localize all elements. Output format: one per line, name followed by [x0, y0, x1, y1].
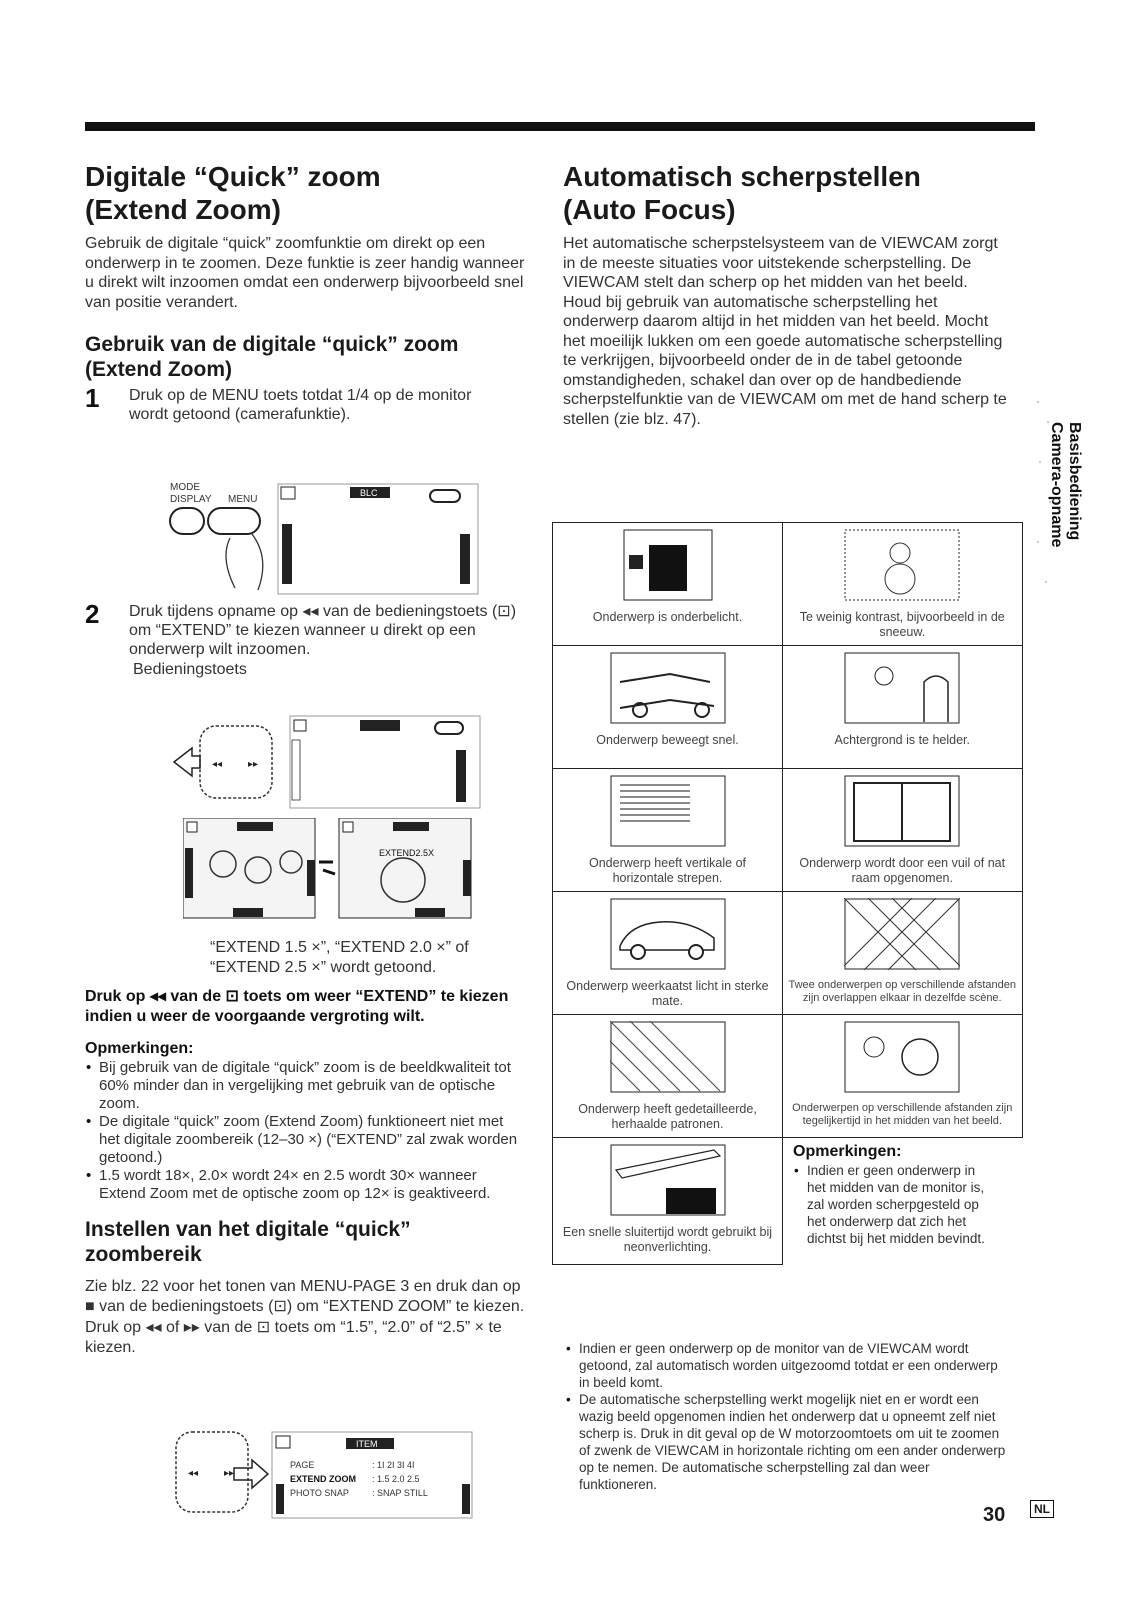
svg-text:: SNAP STILL: : SNAP STILL: [372, 1488, 428, 1498]
figure-menu-button: [160, 478, 500, 598]
condition-cell: [553, 769, 783, 892]
bedieningstoets-label: Bedieningstoets: [133, 661, 247, 678]
extend-caption: “EXTEND 1.5 ×”, “EXTEND 2.0 ×” of “EXTEND 2.5 ×” wordt getoond.: [210, 939, 469, 976]
dark-room-illustration: [623, 529, 713, 601]
side-tab-line1: Basisbediening: [1066, 422, 1083, 541]
left-column-lower: [85, 938, 535, 1357]
snowman-illustration: [844, 529, 960, 601]
note-item: • Bij gebruik van de digitale “quick” zoom is de beeldkwaliteit tot 60% minder dan in vergelijking met gebruik van de optische zoom.: [97, 1059, 527, 1113]
language-badge: NL: [1030, 1500, 1054, 1518]
condition-cell: [553, 1015, 783, 1138]
zoom-range-text-1: Zie blz. 22 voor het tonen van MENU-PAGE 3 en druk dan op ■ van de bedieningstoets (⊡) om “EXTEND ZOOM” te kiezen.: [85, 1278, 525, 1315]
condition-caption: Twee onderwerpen op verschillende afstanden zijn overlappen elkaar in dezelfde scène.: [788, 979, 1016, 1004]
subsection-title-zoom-range: Instellen van het digitale “quick” zoombereik: [85, 1218, 411, 1266]
condition-cell: [783, 769, 1023, 892]
section-title-quick-zoom: Digitale “Quick” zoom (Extend Zoom): [85, 161, 381, 225]
top-rule: [85, 122, 1035, 131]
two-people-illustration: [844, 1021, 960, 1093]
left-column: [85, 160, 535, 424]
racing-cars-illustration: [610, 652, 726, 724]
condition-cell: [783, 646, 1023, 769]
notes-cell: [783, 1138, 1023, 1265]
subsection-title-usage: Gebruik van de digitale “quick” zoom (Extend Zoom): [85, 333, 459, 381]
condition-caption: Onderwerp weerkaatst licht in sterke mate.: [566, 979, 769, 1008]
notes-list-right: [565, 1340, 1010, 1493]
condition-cell: [783, 1015, 1023, 1138]
condition-caption: Achtergrond is te helder.: [834, 733, 970, 747]
bold-instruction: Druk op ◂◂ van de ⊡ toets om weer “EXTEND” te kiezen indien u weer de voorgaande vergroting wilt.: [85, 988, 509, 1025]
condition-cell: [553, 1138, 783, 1265]
figure-control-key: [170, 712, 490, 812]
extend-indicator: EXTEND2.5X: [379, 848, 435, 858]
svg-text:◂◂: ◂◂: [188, 1468, 199, 1479]
condition-caption: Onderwerpen op verschillende afstanden zijn tegelijkertijd in het midden van het beeld.: [792, 1102, 1013, 1127]
display-label: DISPLAY: [170, 494, 212, 505]
window-illustration: [844, 775, 960, 847]
menu-label: MENU: [228, 494, 258, 505]
condition-caption: Onderwerp beweegt snel.: [596, 733, 739, 747]
svg-text:◂◂: ◂◂: [212, 759, 223, 770]
svg-text:BLC: BLC: [360, 488, 378, 498]
figure-extend-comparison: [183, 818, 473, 920]
svg-text:PHOTO SNAP: PHOTO SNAP: [290, 1488, 349, 1498]
blinds-illustration: [610, 775, 726, 847]
condition-cell: [553, 892, 783, 1015]
condition-caption: Onderwerp heeft vertikale of horizontale strepen.: [588, 856, 747, 885]
svg-text:EXTEND ZOOM: EXTEND ZOOM: [290, 1474, 357, 1484]
step-number: 1: [85, 383, 100, 413]
svg-text:PAGE: PAGE: [290, 1460, 315, 1470]
condition-cell: [553, 523, 783, 646]
condition-caption: Onderwerp wordt door een vuil of nat raam opgenomen.: [799, 856, 1006, 885]
svg-text:: 1I 2I 3I 4I: : 1I 2I 3I 4I: [372, 1460, 415, 1470]
step-1: [85, 383, 535, 424]
step-text: Druk op de MENU toets totdat 1/4 op de monitor wordt getoond (camerafunktie).: [129, 387, 472, 423]
car-illustration: [610, 898, 726, 970]
mode-label: MODE: [170, 482, 200, 493]
step-number: 2: [85, 599, 100, 629]
svg-text:ITEM: ITEM: [356, 1439, 378, 1449]
condition-cell: [783, 523, 1023, 646]
notes-title-right: Opmerkingen:: [793, 1143, 902, 1160]
step-text: Druk tijdens opname op ◂◂ van de bedieningstoets (⊡) om “EXTEND” te kiezen wanneer u direkt op een onderwerp wilt inzoomen.: [129, 603, 517, 658]
notes-title-left: Opmerkingen:: [85, 1040, 194, 1057]
note-item: • Indien er geen onderwerp in het midden van de monitor is, zal worden scherpgesteld op het onderwerp dat zich het dichtst bij het midden bevindt.: [805, 1162, 995, 1247]
side-tab-line2: Camera-opname: [1048, 422, 1065, 548]
neon-illustration: [610, 1144, 726, 1216]
section-title-auto-focus: Automatisch scherpstellen (Auto Focus): [563, 161, 921, 225]
note-item: • Indien er geen onderwerp op de monitor van de VIEWCAM wordt getoond, zal automatisch worden uitgezoomd totdat er een onderwerp in beeld komt.: [577, 1340, 1010, 1391]
right-notes: [565, 1340, 1010, 1493]
page-number: 30: [983, 1504, 1006, 1526]
condition-cell: [553, 646, 783, 769]
svg-text:▸▸: ▸▸: [248, 759, 259, 770]
note-item: • 1.5 wordt 18×, 2.0× wordt 24× en 2.5 wordt 30× wanneer Extend Zoom met de optische zoom op 12× is geaktiveerd.: [97, 1167, 527, 1203]
condition-cell: [783, 892, 1023, 1015]
svg-text:: 1.5 2.0 2.5: : 1.5 2.0 2.5: [372, 1474, 420, 1484]
pattern-illustration: [610, 1021, 726, 1093]
condition-caption: Onderwerp is onderbelicht.: [592, 610, 743, 624]
quick-zoom-intro: Gebruik de digitale “quick” zoomfunktie om direkt op een onderwerp in te zoomen. Deze funktie is zeer handig wanneer u direkt wilt inzoomen omdat een onderwerp bijvoorbeeld snel van positie verandert.: [85, 235, 525, 311]
condition-caption: Te weinig kontrast, bijvoorbeeld in de sneeuw.: [799, 610, 1005, 639]
condition-caption: Een snelle sluitertijd wordt gebruikt bij neonverlichting.: [562, 1225, 773, 1254]
section-side-tab: [1030, 382, 1090, 597]
fence-illustration: [844, 898, 960, 970]
focus-conditions-table: [552, 522, 1023, 1265]
note-item: • De automatische scherpstelling werkt mogelijk niet en er wordt een wazig beeld opgenomen indien het onderwerp dat u opneemt zelf niet scherp is. Druk in dit geval op de W motorzoomtoets om uit te zoomen of zwenk de VIEWCAM in horizontale richting om een ander onderwerp op te nemen. De automatische scherpstelling zal dan weer funktioneren.: [577, 1391, 1010, 1493]
left-column-step2: [85, 599, 535, 679]
right-column: [563, 160, 1013, 429]
auto-focus-intro: Het automatische scherpstelsysteem van de VIEWCAM zorgt in de meeste situaties voor uitstekende scherpstelling. De VIEWCAM stelt dan scherp op het midden van het beeld. Houd bij gebruik van automatische scherpstelling het onderwerp daarom altijd in het midden van het beeld. Mocht het moeilijk lukken om een goede automatische scherpstelling te verkrijgen, bijvoorbeeld onder de in de tabel getoonde omstandigheden, schakel dan over op de handbediende scherpstelfunktie van de VIEWCAM om met de hand scherp te stellen (zie blz. 47).: [563, 235, 1007, 428]
note-item: • De digitale “quick” zoom (Extend Zoom) funktioneert niet met het digitale zoombereik (12–30 ×) (“EXTEND” zal zwak worden getoond.): [97, 1113, 527, 1167]
svg-text:▸▸: ▸▸: [224, 1468, 235, 1479]
notes-list-boxed: [793, 1162, 995, 1247]
figure-menu-page: [150, 1428, 480, 1520]
condition-caption: Onderwerp heeft gedetailleerde, herhaalde patronen.: [578, 1102, 757, 1131]
bright-background-illustration: [844, 652, 960, 724]
notes-list-left: [85, 1059, 527, 1203]
zoom-range-text-2: Druk op ◂◂ of ▸▸ van de ⊡ toets om “1.5”, “2.0” of “2.5” × te kiezen.: [85, 1319, 502, 1356]
step-2: [85, 599, 535, 659]
